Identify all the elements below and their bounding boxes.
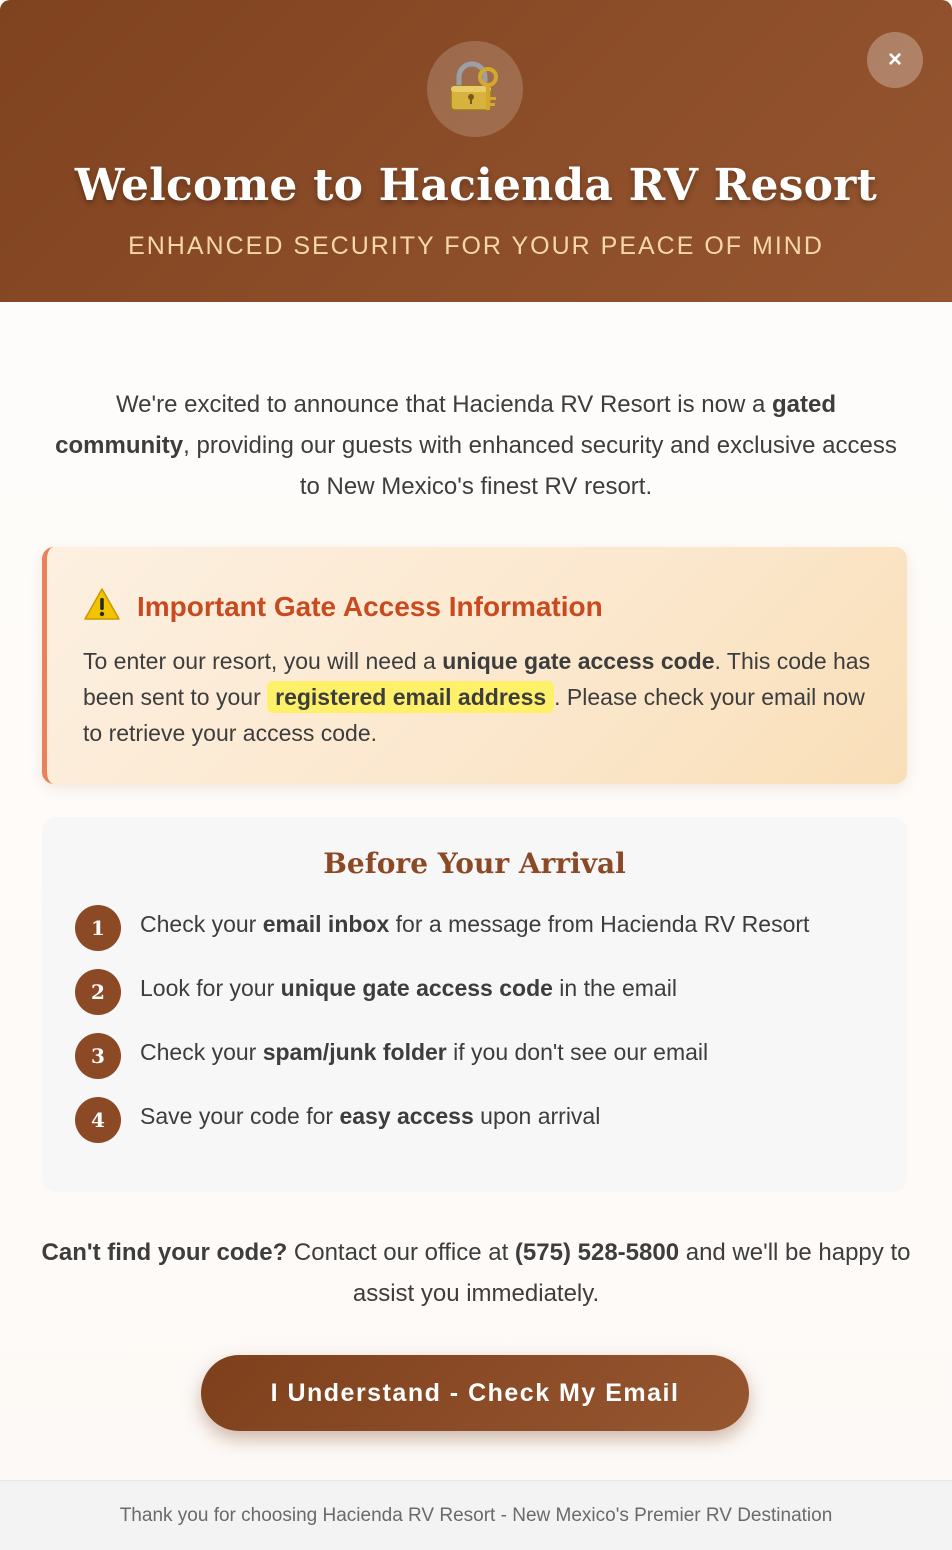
notice-body bbox=[83, 643, 883, 751]
step-text-bold: email inbox bbox=[262, 910, 390, 937]
contact-text-end: and we'll be happy to assist you immediately. bbox=[352, 1239, 911, 1307]
notice-text: . Please check your email now to retrieve your access code. bbox=[83, 684, 865, 746]
contact-text: Contact our office at bbox=[287, 1239, 515, 1266]
notice-text: . This code has been sent to your bbox=[83, 648, 871, 710]
gate-access-notice bbox=[42, 547, 907, 784]
padlock-key-icon bbox=[427, 41, 523, 137]
step-item bbox=[75, 1097, 600, 1143]
email-highlight: registered email address bbox=[267, 681, 554, 713]
step-text-bold: easy access bbox=[339, 1102, 474, 1129]
step-text-post: for a message from Hacienda RV Resort bbox=[389, 910, 810, 937]
step-number: 1 bbox=[75, 905, 121, 951]
step-text-post: in the email bbox=[552, 974, 677, 1001]
notice-text: To enter our resort, you will need a bbox=[83, 648, 443, 674]
step-text-post: upon arrival bbox=[473, 1102, 601, 1129]
step-item bbox=[75, 969, 677, 1015]
step-text bbox=[140, 975, 677, 1002]
step-text-pre: Check your bbox=[140, 910, 263, 937]
step-item bbox=[75, 905, 809, 951]
intro-bold-text: gated community bbox=[55, 391, 837, 459]
step-number: 2 bbox=[75, 969, 121, 1015]
step-text bbox=[140, 1039, 708, 1066]
notice-bold-text: unique gate access code bbox=[442, 648, 715, 674]
step-text bbox=[140, 1103, 600, 1130]
step-number: 4 bbox=[75, 1097, 121, 1143]
contact-paragraph bbox=[40, 1232, 912, 1314]
step-text-pre: Check your bbox=[140, 1038, 263, 1065]
step-text-bold: unique gate access code bbox=[280, 974, 553, 1001]
step-text-pre: Save your code for bbox=[140, 1102, 340, 1129]
step-text bbox=[140, 911, 809, 938]
warning-icon bbox=[83, 587, 121, 626]
step-text-post: if you don't see our email bbox=[446, 1038, 709, 1065]
contact-bold-text: Can't find your code? bbox=[41, 1239, 288, 1266]
modal-title: Welcome to Hacienda RV Resort bbox=[74, 160, 878, 211]
office-phone: (575) 528-5800 bbox=[514, 1239, 680, 1266]
step-item bbox=[75, 1033, 708, 1079]
arrival-steps-panel bbox=[42, 817, 907, 1192]
step-text-bold: spam/junk folder bbox=[262, 1038, 447, 1065]
notice-header bbox=[83, 587, 603, 626]
step-text-pre: Look for your bbox=[140, 974, 281, 1001]
steps-title: Before Your Arrival bbox=[323, 847, 626, 880]
notice-title: Important Gate Access Information bbox=[137, 590, 603, 622]
modal-subtitle: ENHANCED SECURITY FOR YOUR PEACE OF MIND bbox=[128, 232, 824, 260]
understand-button[interactable]: I Understand - Check My Email bbox=[201, 1355, 749, 1431]
close-button[interactable]: × bbox=[867, 32, 923, 88]
modal-footer: Thank you for choosing Hacienda RV Resort - New Mexico's Premier RV Destination bbox=[0, 1480, 952, 1550]
intro-text: We're excited to announce that Hacienda RV Resort is now a bbox=[115, 391, 773, 418]
step-number: 3 bbox=[75, 1033, 121, 1079]
intro-text-end: , providing our guests with enhanced security and exclusive access to New Mexico's finest RV resort. bbox=[183, 432, 897, 500]
modal-header bbox=[0, 0, 952, 302]
intro-paragraph bbox=[50, 384, 902, 507]
